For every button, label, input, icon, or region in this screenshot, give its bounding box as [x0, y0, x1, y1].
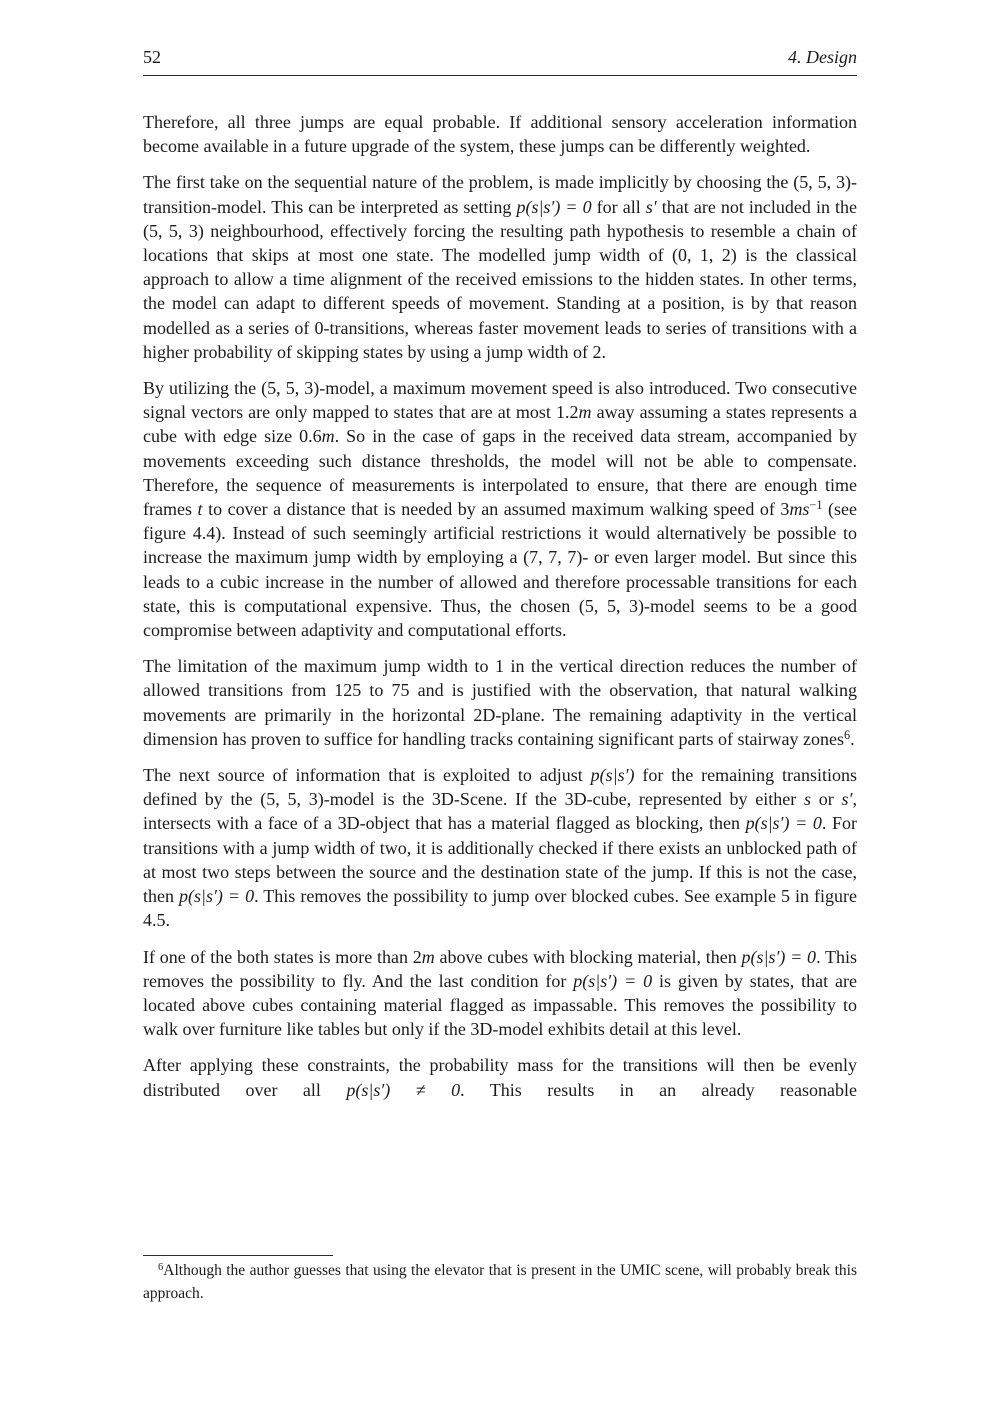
text-run: s′: [645, 196, 657, 217]
paragraph: [143, 945, 857, 1042]
text-run: p(s|s′) = 0: [573, 970, 653, 991]
text-run: above cubes with blocking material, then: [434, 946, 742, 967]
text-run: that are not included in the (5, 5, 3) neighbourhood, effectively forcing the resulting path hypothesis to resemble a chain of locations that skips at most one state. The modelled jump width of (0, 1, 2) is the classical approach to allow a time alignment of the received emissions to the hidden states. In other terms, the model can adapt to different speeds of movement. Standing at a position, is by that reason modelled as a series of 0-transitions, whereas faster movement leads to series of transitions with a higher probability of skipping states by using a jump width of 2.: [143, 196, 858, 362]
text-run: m: [321, 426, 335, 447]
text-run: −1: [809, 497, 823, 512]
text-run: for all: [591, 196, 646, 217]
text-run: m: [578, 402, 592, 423]
text-run: The next source of information that is exploited to adjust: [143, 765, 591, 786]
text-run: p(s|s′) = 0: [741, 946, 817, 967]
paragraph: [143, 1053, 857, 1101]
paragraph: [143, 763, 857, 932]
footnote-text: Although the author guesses that using the elevator that is present in the UMIC scene, will probably break this approach.: [143, 1262, 857, 1302]
text-run: . This removes the possibility to fly. And the last condition for: [143, 946, 857, 991]
footnote-rule: [143, 1255, 333, 1256]
text-run: After applying these constraints, the probability mass for the transitions will then be evenly distributed over all: [143, 1055, 857, 1100]
footnote-marker: 6: [158, 1261, 164, 1273]
text-run: p(s|s′) = 0: [745, 813, 822, 834]
text-run: Therefore, all three jumps are equal probable. If additional sensory acceleration information become available in a future upgrade of the system, these jumps can be differently weighted.: [143, 112, 857, 157]
text-run: If one of the both states is more than 2: [143, 946, 422, 967]
text-run: is given by states, that are located above cubes containing material flagged as impassable. This removes the possibility to walk over furniture like tables but only if the 3D-model exhibits detail at this level.: [143, 970, 857, 1040]
text-run: . For transitions with a jump width of two, it is additionally checked if there exists an unblocked path of at most two steps between the source and the destination state of the jump. If this is not the case, then: [143, 813, 858, 907]
paragraph: [143, 376, 857, 642]
text-run: for the remaining transitions defined by the (5, 5, 3)-model is the 3D-Scene. If the 3D-cube, represented by either: [143, 765, 857, 810]
text-run: (see figure 4.4). Instead of such seemingly artificial restrictions it would alternatively be possible to increase the maximum jump width by employing a (7, 7, 7)- or even larger model. But since this leads to a cubic increase in the number of allowed and therefore processable transitions for each state, this is computational expensive. Thus, the chosen (5, 5, 3)-model seems to be a good compromise between adaptivity and computational efforts.: [143, 499, 857, 641]
text-run: , intersects with a face of a 3D-object that has a material flagged as blocking, then: [143, 789, 857, 834]
body-text: [143, 110, 857, 1114]
page-header: [143, 47, 857, 68]
text-run: t: [197, 499, 203, 520]
text-run: p(s|s′) ≠ 0: [346, 1079, 461, 1100]
text-run: to cover a distance that is needed by an assumed maximum walking speed of 3: [202, 499, 790, 520]
text-run: s′: [841, 789, 853, 810]
page-number: 52: [143, 47, 161, 67]
text-run: 6: [844, 727, 851, 742]
text-run: The first take on the sequential nature of the problem, is made implicitly by choosing the (5, 5, 3)-transition-model. This can be interpreted as setting: [143, 172, 857, 217]
text-run: or: [811, 789, 842, 810]
paragraph: [143, 654, 857, 751]
text-run: ms: [789, 499, 810, 520]
text-run: . This results in an already reasonable: [460, 1079, 857, 1100]
header-rule: [143, 75, 857, 76]
text-run: . So in the case of gaps in the received data stream, accompanied by movements exceeding such distance thresholds, the model will not be able to compensate. Therefore, the sequence of measurements is interpolated to ensure, that there are enough time frames: [143, 426, 857, 520]
text-run: p(s|s′) = 0: [179, 886, 255, 907]
footnote: [143, 1260, 857, 1305]
text-run: .: [850, 728, 855, 749]
paragraph: [143, 110, 857, 158]
text-run: p(s|s′) = 0: [516, 196, 592, 217]
text-run: p(s|s′): [590, 765, 635, 786]
paragraph: [143, 170, 857, 364]
text-run: s: [804, 789, 812, 810]
chapter-title: 4. Design: [788, 47, 857, 67]
text-run: The limitation of the maximum jump width to 1 in the vertical direction reduces the number of allowed transitions from 125 to 75 and is justified with the observation, that natural walking movements are primarily in the horizontal 2D-plane. The remaining adaptivity in the vertical dimension has proven to suffice for handling tracks containing significant parts of stairway zones: [143, 656, 857, 749]
text-run: By utilizing the (5, 5, 3)-model, a maximum movement speed is also introduced. Two consecutive signal vectors are only mapped to states that are at most 1.2: [143, 378, 857, 423]
text-run: m: [421, 946, 435, 967]
text-run: away assuming a states represents a cube with edge size 0.6: [143, 402, 857, 447]
text-run: . This removes the possibility to jump over blocked cubes. See example 5 in figure 4.5.: [143, 886, 858, 931]
